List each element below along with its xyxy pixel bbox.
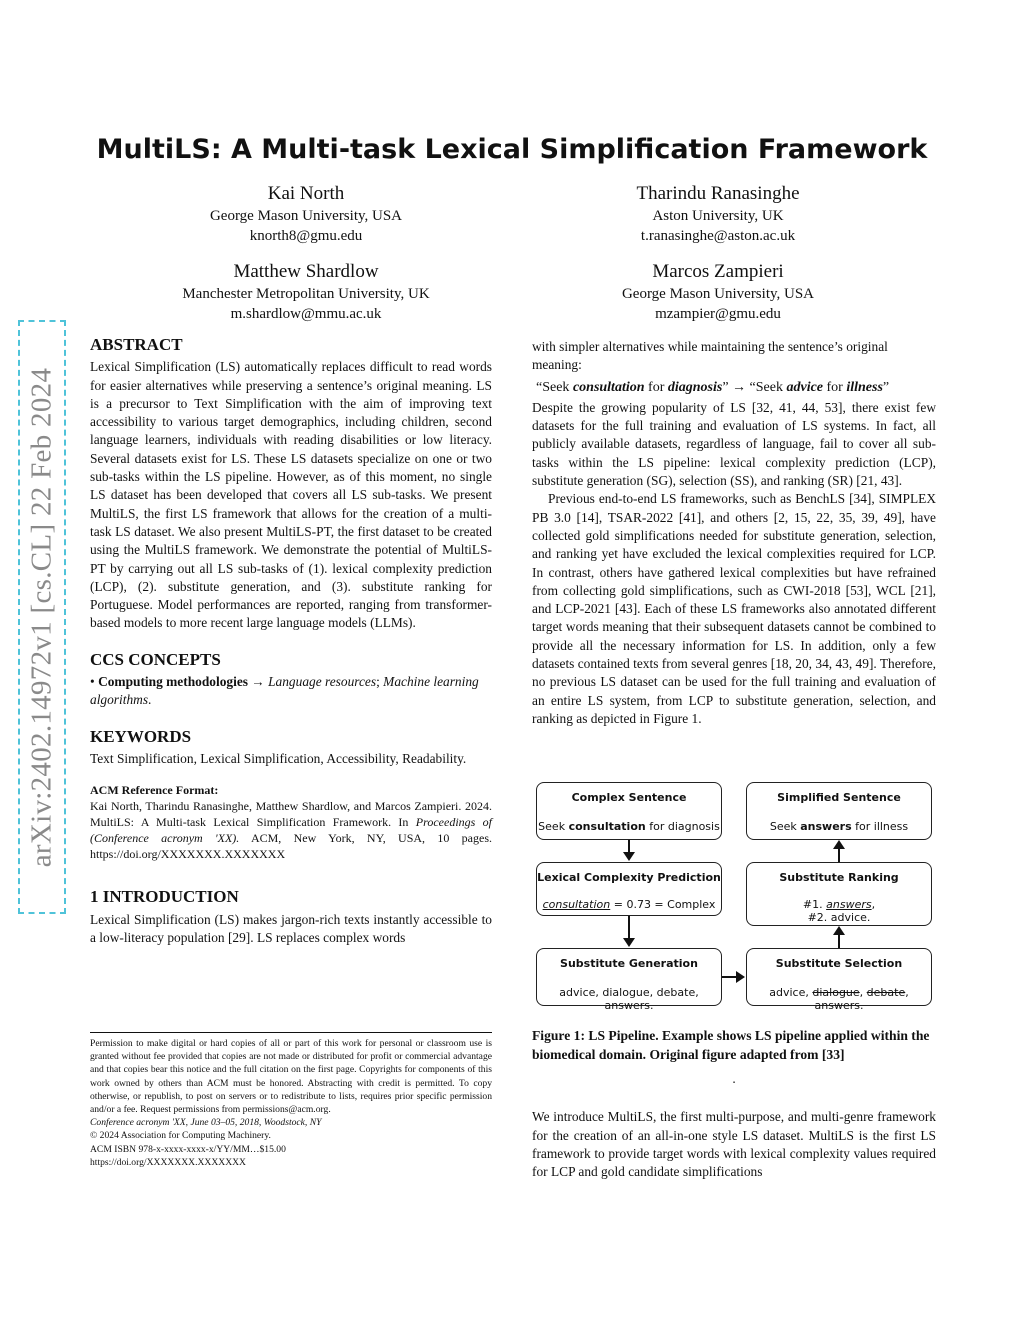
box-title: Complex Sentence [571,791,687,804]
author-block [156,184,456,246]
example-simple-word: advice [786,379,824,395]
author-block [568,184,868,246]
box-title: Substitute Selection [775,957,903,970]
arrow-right-icon [722,976,737,978]
author-affiliation: Manchester Metropolitan University, UK [182,286,430,302]
acm-reference-proceedings: Proceedings of (Conference acronym 'XX). [90,815,493,846]
complex-sentence-box [536,782,722,840]
ccs-item: Language resources [268,674,377,690]
author-email: t.ranasinghe@aston.ac.uk [640,228,796,244]
acm-reference [90,782,492,862]
lcp-box [536,862,722,916]
author-name: Kai North [267,183,345,204]
ccs-heading: CCS CONCEPTS [90,649,221,669]
box-title: Substitute Generation [560,957,698,970]
author-name: Marcos Zampieri [652,261,784,282]
keywords-text: Text Simplification, Lexical Simplification, Accessibility, Readability. [90,750,467,766]
figure-ls-pipeline [532,778,936,1018]
acm-reference-text: ACM, New York, NY, USA, 10 pages. https://doi.org/XXXXXXX.XXXXXXX [90,831,492,862]
box-title: Substitute Ranking [779,871,899,884]
box-body: Seek consultation for diagnosis [538,820,720,833]
ccs-arrow: → [251,674,265,690]
box-body: advice, dialogue, debate, answers. [769,986,909,1012]
doi-link[interactable]: https://doi.org/XXXXXXX.XXXXXXX [90,1156,246,1168]
author-affiliation: Aston University, UK [652,208,784,224]
author-email: mzampier@gmu.edu [655,306,781,322]
footnote [90,1037,492,1169]
ccs-category: Computing methodologies [98,674,248,690]
author-affiliation: George Mason University, USA [621,286,815,302]
author-email: knorth8@gmu.edu [249,228,363,244]
author-block [568,262,868,324]
ccs-concepts [90,673,492,710]
permission-notice: Permission to make digital or hard copies of all or part of this work for personal or classroom use is granted without fee provided that copies are not made or distributed for profit or commercial advantage and that copies bear this notice and the full citation on the first page. Copyrights for components of this work owned by others than ACM must be honored. Abstracting with credit is permitted. To copy otherwise, or republish, to post on servers or to redistribute to lists, requires prior specific permission and/or a fee. Request permissions from permissions@acm.org. [90,1038,492,1116]
figure-caption: Figure 1: LS Pipeline. Example shows LS pipeline applied within the biomedical domain. Original figure adapted from [33] [532,1028,930,1062]
left-column [90,336,492,947]
example-complex-word: consultation [572,379,645,395]
ranking-first: #1. answers, [802,898,876,911]
keywords-heading: KEYWORDS [90,726,192,746]
author-email: m.shardlow@mmu.ac.uk [230,306,382,322]
example-text: for [644,379,668,395]
substitute-selection-box [746,948,932,1012]
paper-title: MultiLS: A Multi-task Lexical Simplification Framework [96,134,928,165]
footnote-divider [90,1032,492,1033]
example-text: for [823,379,847,395]
box-body: advice, dialogue, debate, answers. [559,986,699,1012]
ccs-separator: ; [376,674,380,690]
substitute-ranking-box [746,862,932,926]
author-name: Matthew Shardlow [233,261,379,282]
box-title: Simplified Sentence [777,791,901,804]
box-body: consultation = 0.73 = Complex [542,898,716,911]
example-complex-word: diagnosis [667,379,723,395]
ccs-bullet: • [90,674,95,690]
introduction-heading: 1 INTRODUCTION [90,887,239,907]
box-title: Lexical Complexity Prediction [537,871,721,884]
ccs-item: Machine learning algorithms [90,674,479,708]
introduction-text: Lexical Simplification (LS) makes jargon-rich texts instantly accessible to a low-literacy population [29]. LS replaces complex words [90,911,492,945]
example-sentence [536,379,936,397]
simplified-sentence-box [746,782,932,840]
copyright-line: © 2024 Association for Computing Machinery. [90,1130,271,1142]
example-text: “Seek [536,379,573,395]
box-body: Seek answers for illness [769,820,909,833]
example-simple-word: illness [846,379,883,395]
right-column-lower [532,1027,936,1181]
substitute-generation-box [536,948,722,1012]
author-block [146,262,466,324]
abstract-text: Lexical Simplification (LS) automatically replaces difficult to read words for easier alternatives while preserving a sentence’s original meaning. LS is a precursor to Text Simplification with the aim of improving text accessibility to various target demographics, including children, second language learners, individuals with reading disabilities or low literacy. Several datasets exist for LS. These LS datasets specialize on one or two sub-tasks within the LS pipeline. However, as of this moment, no single LS dataset has been developed that covers all LS sub-tasks. We present MultiLS, the first LS framework that allows for the creation of a multi-task LS dataset. We also present MultiLS-PT, the first dataset to be created using the MultiLS framework. We demonstrate the potential of MultiLS-PT by carrying out all LS sub-tasks of (1). lexical complexity prediction (LCP), (2). substitute generation, and (3). substitute ranking for Portuguese. Model performances are reported, ranging from transformer-based models to more recent large language models (LLMs). [90,359,492,631]
paragraph: with simpler alternatives while maintaining the sentence’s original meaning: [532,339,888,373]
stray-period: . [732,1071,736,1086]
example-text: ” → “Seek [722,379,787,395]
ccs-end: . [148,692,152,708]
conference-info: Conference acronym 'XX, June 03–05, 2018, Woodstock, NY [90,1117,322,1129]
acm-reference-heading: ACM Reference Format: [90,783,219,798]
arrow-right-head-icon [736,971,745,983]
arxiv-stamp [18,320,66,914]
example-text: ” [882,379,890,395]
right-column [532,338,936,728]
isbn-line: ACM ISBN 978-x-xxxx-xxxx-x/YY/MM…$15.00 [90,1143,286,1155]
paragraph: We introduce MultiLS, the first multi-purpose, and multi-genre framework for the creation of an all-in-one style LS dataset. MultiLS is the first LS framework to provide target words with lexical complexity values required for LCP and gold candidate simplifications [532,1109,936,1180]
author-affiliation: George Mason University, USA [209,208,403,224]
paragraph: Despite the growing popularity of LS [32, 41, 44, 53], there exist few datasets for the full training and evaluation of LS systems. In fact, all publicly available datasets, regardless of language, fail to cover all sub-tasks within the LS pipeline: lexical complexity prediction (LCP), substitute generation (SG), selection (SS), and ranking (SR) [21, 43]. [532,399,936,489]
arxiv-identifier: arXiv:2402.14972v1 [cs.CL] 22 Feb 2024 [25,367,58,867]
abstract-heading: ABSTRACT [90,335,183,354]
author-name: Tharindu Ranasinghe [636,183,800,204]
acm-reference-text: Kai North, Tharindu Ranasinghe, Matthew Shardlow, and Marcos Zampieri. 2024. MultiLS: A Multi-task Lexical Simplification Framework. In [90,799,492,830]
ranking-second: #2. advice. [807,911,871,924]
paragraph: Previous end-to-end LS frameworks, such as BenchLS [34], SIMPLEX PB 3.0 [14], TSAR-2022 [41], and others [2, 15, 22, 35, 39, 49], have collected gold simplifications needed for substitute generation, selection, and ranking yet have excluded the lexical complexities required for LCP. In contrast, others have gathered lexical complexities but have refrained from collecting gold simplifications, such as CWI-2018 [53], WCL [21], and LCP-2021 [43]. Each of these LS frameworks also annotated different target words meaning that their subsequent datasets cannot be combined to provide all the necessary information for LS. In addition, only a few datasets contained texts from several genres [18, 20, 34, 43, 49]. Therefore, no previous LS dataset can be used for the full training and evaluation of an entire LS system, from LCP to substitute generation, selection, and ranking as depicted in Figure 1. [532,491,936,726]
